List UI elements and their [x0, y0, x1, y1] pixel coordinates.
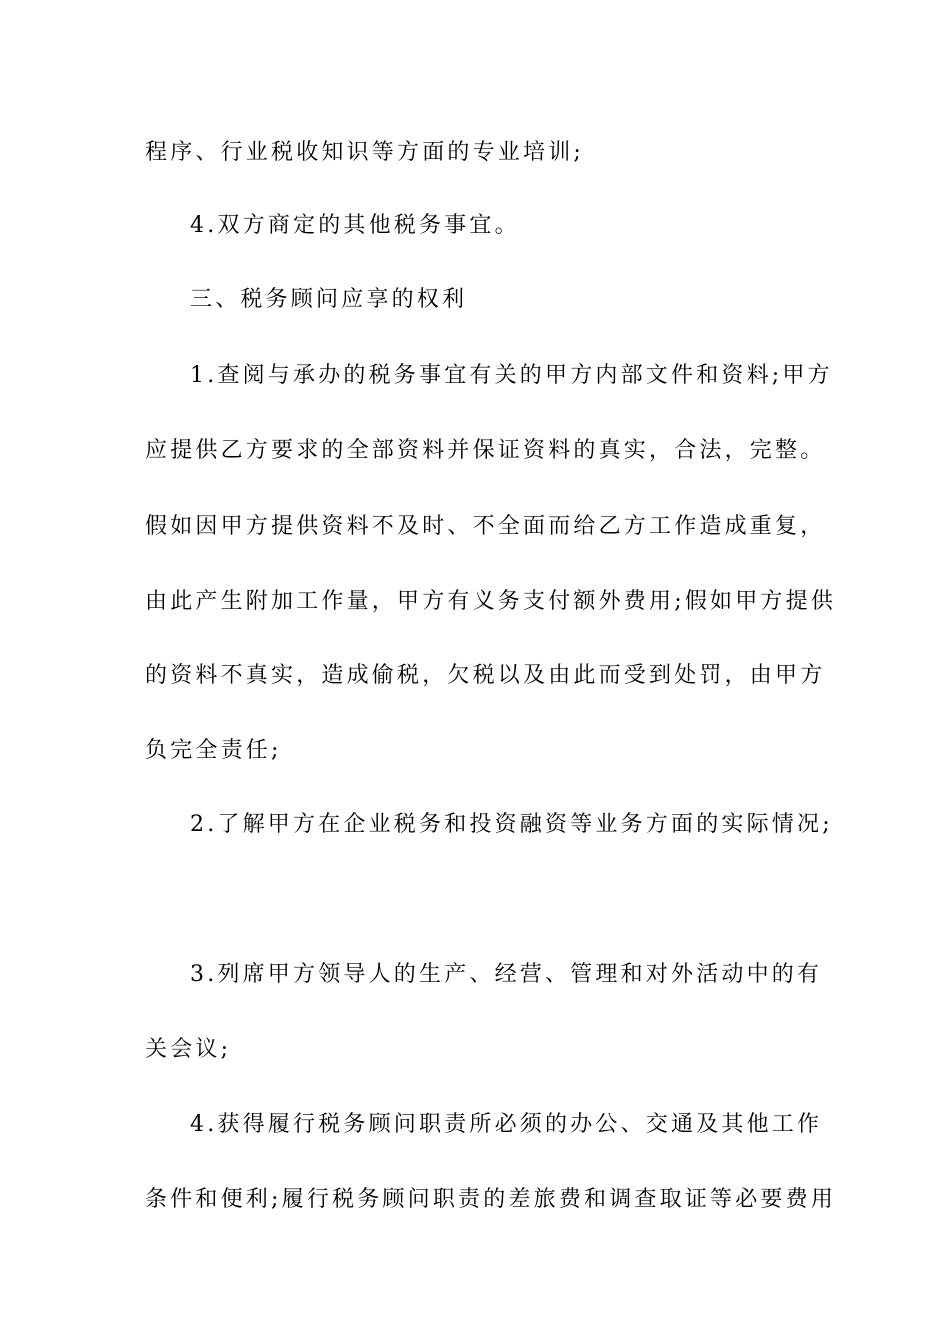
text-line: 由此产生附加工作量，甲方有义务支付额外费用;假如甲方提供 — [145, 589, 837, 614]
text-line: 程序、行业税收知识等方面的专业培训; — [145, 140, 585, 165]
text-line: 关会议; — [145, 1037, 232, 1062]
section-heading: 三、税务顾问应享的权利 — [190, 287, 468, 312]
text-line: 2.了解甲方在企业税务和投资融资等业务方面的实际情况; — [190, 812, 833, 837]
text-line: 4.双方商定的其他税务事宜。 — [190, 213, 520, 238]
text-line: 负完全责任; — [145, 738, 282, 763]
text-line: 假如因甲方提供资料不及时、不全面而给乙方工作造成重复， — [145, 514, 826, 539]
text-line: 的资料不真实，造成偷税，欠税以及由此而受到处罚，由甲方 — [145, 663, 826, 688]
text-line: 4.获得履行税务顾问职责所必须的办公、交通及其他工作 — [190, 1112, 823, 1137]
text-line: 1.查阅与承办的税务事宜有关的甲方内部文件和资料;甲方 — [190, 363, 833, 388]
text-line: 条件和便利;履行税务顾问职责的差旅费和调查取证等必要费用 — [145, 1187, 837, 1212]
text-line: 应提供乙方要求的全部资料并保证资料的真实，合法，完整。 — [145, 438, 826, 463]
text-line: 3.列席甲方领导人的生产、经营、管理和对外活动中的有 — [190, 962, 823, 987]
